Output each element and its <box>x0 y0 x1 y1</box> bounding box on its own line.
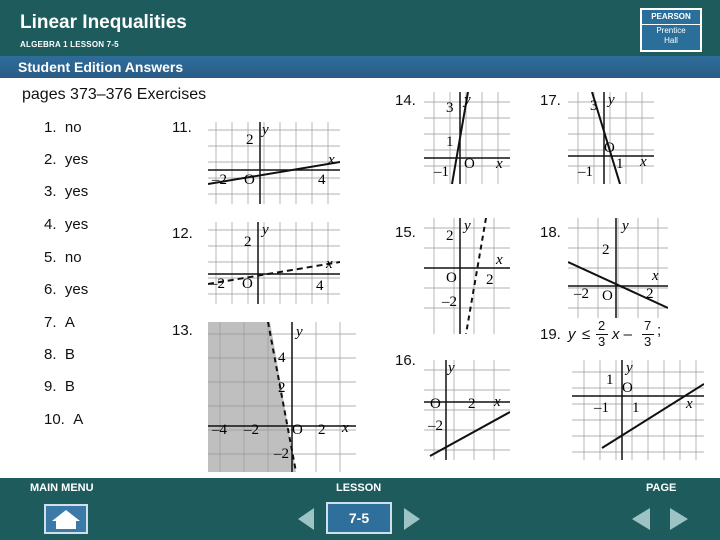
footer-bar <box>0 478 720 540</box>
boundary-line <box>466 218 486 334</box>
graph-14 <box>424 92 510 184</box>
answer-7: 7. A <box>44 314 75 331</box>
graph-17 <box>568 92 654 184</box>
tick-label: 2 <box>446 228 454 244</box>
lesson-number-button[interactable]: 7-5 <box>326 502 392 534</box>
answer-3: 3. yes <box>44 183 89 200</box>
tick-label: –2 <box>574 286 589 302</box>
pearson-logo <box>640 8 702 52</box>
origin-label: O <box>622 380 633 396</box>
graph-11 <box>208 122 340 204</box>
tick-label: –1 <box>434 164 449 180</box>
graph-19 <box>572 360 704 460</box>
tick-label: 2 <box>646 286 654 302</box>
graph-13 <box>208 322 356 472</box>
origin-label: O <box>292 422 303 438</box>
origin-label: O <box>446 270 457 286</box>
tick-label: 2 <box>278 380 286 396</box>
answer-8: 8. B <box>44 346 75 363</box>
graph-16 <box>424 360 510 460</box>
tick-label: 2 <box>468 396 476 412</box>
lesson-subtitle: ALGEBRA 1 LESSON 7-5 <box>20 40 119 49</box>
x-label: x <box>640 154 647 170</box>
y-label: y <box>448 360 455 376</box>
x-label: x <box>496 156 503 172</box>
arrow-right-icon <box>400 504 424 534</box>
arrow-left-icon <box>294 504 318 534</box>
section-title: Student Edition Answers <box>18 59 184 75</box>
y-label: y <box>464 92 471 108</box>
x-label: x <box>326 256 333 272</box>
x-label: x <box>328 152 335 168</box>
label-13: 13. <box>172 322 193 339</box>
tick-label: 3 <box>446 100 454 116</box>
tick-label: 2 <box>602 242 610 258</box>
pages-heading: pages 373–376 Exercises <box>22 86 207 103</box>
tick-label: 1 <box>606 372 614 388</box>
x-label: x <box>686 396 693 412</box>
y-label: y <box>464 218 471 234</box>
home-icon <box>46 506 86 532</box>
answer-5: 5. no <box>44 249 82 266</box>
equation-19: y ≤ 2 3 x – 7 3 ; <box>568 318 662 349</box>
origin-label: O <box>430 396 441 412</box>
y-label: y <box>262 122 269 138</box>
next-page-button[interactable] <box>666 504 692 534</box>
label-15: 15. <box>395 224 416 241</box>
tick-label: –2 <box>210 276 225 292</box>
answer-4: 4. yes <box>44 216 89 233</box>
tick-label: –2 <box>244 422 259 438</box>
prev-lesson-button[interactable] <box>294 504 318 534</box>
answer-10: 10. A <box>44 411 84 428</box>
logo-text-bottom: Prentice Hall <box>656 26 686 45</box>
label-12: 12. <box>172 225 193 242</box>
prev-page-button[interactable] <box>628 504 654 534</box>
tick-label: –1 <box>594 400 609 416</box>
label-18: 18. <box>540 224 561 241</box>
main-menu-label: MAIN MENU <box>30 482 94 494</box>
tick-label: 4 <box>278 350 286 366</box>
label-19: 19. <box>540 326 561 343</box>
x-label: x <box>494 394 501 410</box>
tick-label: –2 <box>212 172 227 188</box>
next-lesson-button[interactable] <box>400 504 424 534</box>
arrow-left-icon <box>628 504 654 534</box>
origin-label: O <box>244 172 255 188</box>
tick-label: 4 <box>316 278 324 294</box>
graph-12 <box>208 222 340 304</box>
tick-label: 2 <box>244 234 252 250</box>
tick-label: 1 <box>446 134 454 150</box>
x-label: x <box>496 252 503 268</box>
origin-label: O <box>604 140 615 156</box>
tick-label: –2 <box>274 446 289 462</box>
section-band <box>0 56 720 78</box>
tick-label: –4 <box>212 422 227 438</box>
tick-label: 2 <box>318 422 326 438</box>
main-menu-button[interactable] <box>44 504 88 534</box>
lesson-label: LESSON <box>336 482 382 494</box>
tick-label: 3 <box>590 98 598 114</box>
graph-15 <box>424 218 510 334</box>
answer-1: 1. no <box>44 119 82 136</box>
answer-2: 2. yes <box>44 151 89 168</box>
y-label: y <box>296 324 303 340</box>
label-14: 14. <box>395 92 416 109</box>
answer-9: 9. B <box>44 378 75 395</box>
logo-text-top: PEARSON <box>642 10 700 25</box>
tick-label: –2 <box>428 418 443 434</box>
graph-18 <box>568 218 668 318</box>
y-label: y <box>622 218 629 234</box>
label-16: 16. <box>395 352 416 369</box>
y-label: y <box>608 92 615 108</box>
arrow-right-icon <box>666 504 692 534</box>
grid <box>208 122 340 204</box>
tick-label: –1 <box>578 164 593 180</box>
tick-label: –2 <box>442 294 457 310</box>
tick-label: 2 <box>246 132 254 148</box>
x-label: x <box>342 420 349 436</box>
y-label: y <box>262 222 269 238</box>
x-label: x <box>652 268 659 284</box>
origin-label: O <box>602 288 613 304</box>
origin-label: O <box>464 156 475 172</box>
label-11: 11. <box>172 119 192 136</box>
y-label: y <box>626 360 633 376</box>
tick-label: 1 <box>616 156 624 172</box>
boundary-line <box>602 384 704 448</box>
grid <box>424 218 510 334</box>
answer-6: 6. yes <box>44 281 89 298</box>
tick-label: 2 <box>486 272 494 288</box>
label-17: 17. <box>540 92 561 109</box>
header-bar <box>0 0 720 56</box>
tick-label: 1 <box>632 400 640 416</box>
origin-label: O <box>242 276 253 292</box>
tick-label: 4 <box>318 172 326 188</box>
page-label: PAGE <box>646 482 677 494</box>
page-title: Linear Inequalities <box>20 12 187 33</box>
